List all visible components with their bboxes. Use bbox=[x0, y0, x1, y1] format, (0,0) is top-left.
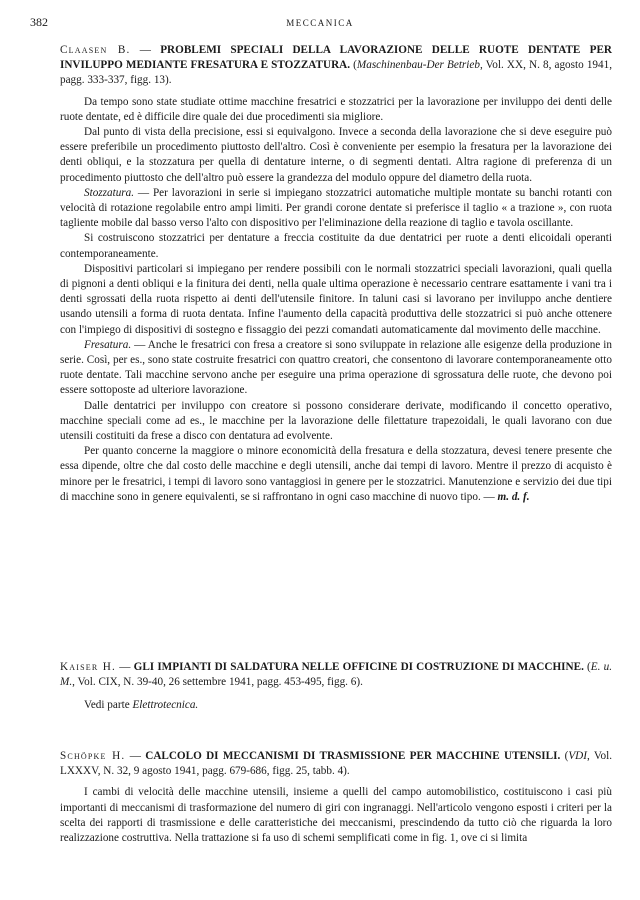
citation-details: , Vol. XX, N. 8, agosto 1941, pagg. 333-337, figg. 13). bbox=[60, 59, 613, 87]
entry-heading: Schöpke H. — CALCOLO DI MECCANISMI DI TRASMISSIONE PER MACCHINE UTENSILI. (VDI, Vol. LXXXV, N. 32, 9 agosto 1941, pagg. 679-686, figg. 25, tabb. 4). bbox=[60, 750, 613, 778]
citation-details: , Vol. LXXXV, N. 32, 9 agosto 1941, pagg. 679-686, figg. 25, tabb. 4). bbox=[60, 750, 613, 778]
citation-details: , Vol. CIX, N. 39-40, 26 settembre 1941, pagg. 453-495, figg. 6). bbox=[72, 676, 363, 689]
entry-heading: Kaiser H. — GLI IMPIANTI DI SALDATURA NELLE OFFICINE DI COSTRUZIONE DI MACCHINE. (E. u. M., Vol. CIX, N. 39-40, 26 settembre 1941, pagg. 453-495, figg. 6). bbox=[60, 661, 613, 689]
abstract-entry-claasen bbox=[60, 43, 612, 505]
section-head-fresatura: Fresatura. bbox=[84, 338, 132, 351]
author-name: Kaiser H. bbox=[60, 661, 117, 673]
author-name: Schöpke H. bbox=[60, 750, 126, 762]
body-paragraph: Per quanto concerne la maggiore o minore economicità della fresatura e della stozzatura, devesi tenere presente che essa dipende, oltre che dal costo delle macchine e degli utensili, anche dai tempi di lavoro. Mentre il prezzo di acquisto è minore per le fresatrici, i tempi di lavoro sono vantaggiosi in genere per le stozzatrici. Manutenzione e servizio dei due tipi di macchine sono in genere equivalenti, se si raffrontano in ogni caso macchine di nuovo tipo. — m. d. f. bbox=[60, 445, 612, 503]
body-paragraph: Dalle dentatrici per inviluppo con creatore si possono considerare derivate, modificando il concetto operativo, macchine speciali come ad es., le macchine per la lavorazione delle filettature trapezoidali, le quali lavorano con due utensili costituiti da frese a disco con dentatura ad evolvente. bbox=[60, 399, 612, 443]
see-also-section: Elettrotecnica. bbox=[132, 699, 199, 712]
body-paragraph: Dispositivi particolari si impiegano per rendere possibili con le normali stozzatrici speciali lavorazioni, quali quella di pignoni a denti obliqui e la finitura dei denti, nella quale ultima operazione è necessario centrare esattamente i vani tra i denti sgrossati della ruota rispetto ai denti dell'utensile finitore. In taluni casi si lavorano per inviluppo anche dentiere usando utensili a forma di ruota dentata. Infine l'aumento della capacità produttiva delle stozzatrici si può anche ottenere con l'impiego di dispositivi di sostegno e fissaggio dei pezzi comandati automaticamente dal movimento delle macchine. bbox=[60, 262, 612, 336]
running-head: MECCANICA bbox=[286, 18, 354, 28]
journal-name: E. u. M. bbox=[60, 661, 613, 689]
body-paragraph: Si costruiscono stozzatrici per dentature a freccia costituite da due dentatrici per ruote a denti elicoidali operanti contemporaneamente. bbox=[60, 232, 612, 260]
journal-name: Maschinenbau-Der Betrieb bbox=[356, 59, 480, 72]
body-paragraph: Dal punto di vista della precisione, essi si equivalgono. Invece a seconda della lavorazione che si deve eseguire può essere preferibile un procedimento piuttosto dell'altro. Così è conveniente per esempio la fresatura per la lavorazione dei denti obliqui, e la stozzatura per quella di dentature interne, o di segmenti dentati. Altra ragione di preferenza di un procedimento piuttosto che dell'altro può essere la grandezza del modulo oppure del diametro della ruota. bbox=[60, 126, 612, 184]
body-paragraph: Da tempo sono state studiate ottime macchine fresatrici e stozzatrici per la lavorazione per inviluppo dei denti delle ruote dentate, ed è difficile dire quale dei due procedimenti sia migliore. bbox=[60, 95, 612, 123]
entry-heading: Claasen B. — PROBLEMI SPECIALI DELLA LAVORAZIONE DELLE RUOTE DENTATE PER INVILUPPO MEDIANTE FRESATURA E STOZZATURA. (Maschinenbau-Der Betrieb, Vol. XX, N. 8, agosto 1941, pagg. 333-337, figg. 13). bbox=[60, 44, 613, 87]
article-title: CALCOLO DI MECCANISMI DI TRASMISSIONE PER MACCHINE UTENSILI. bbox=[145, 750, 561, 762]
journal-name: VDI bbox=[568, 750, 587, 762]
abstract-entry-schopke bbox=[60, 749, 612, 846]
page-header bbox=[30, 15, 610, 31]
page-number: 382 bbox=[30, 15, 48, 29]
reviewer-signature: m. d. f. bbox=[497, 490, 530, 503]
abstract-entry-kaiser bbox=[60, 660, 612, 714]
author-name: Claasen B. bbox=[60, 44, 131, 56]
body-paragraph: I cambi di velocità delle macchine utensili, insieme a quelli del campo automobilistico, costituiscono i casi più importanti di meccanismi di trasformazione del numero di giri con ingranaggi. Nell'articolo vengono esposti i criteri per la scelta dei rapporti di trasmissione e delle caratteristiche dei meccanismi, prescindendo da tutto ciò che riguarda la loro realizzazione costruttiva. Nella trattazione si fa uso di schemi semplificati come in fig. 1, ove ci si limita bbox=[60, 786, 612, 845]
article-title: PROBLEMI SPECIALI DELLA LAVORAZIONE DELLE RUOTE DENTATE PER INVILUPPO MEDIANTE FRESATURA E STOZZATURA. bbox=[60, 44, 613, 72]
section-head-stozzatura: Stozzatura. bbox=[84, 186, 135, 199]
section-paragraph-fresatura: Fresatura. — Anche le fresatrici con fresa a creatore si sono sviluppate in relazione alle esigenze della produzione in serie. Così, per es., sono state costruite fresatrici con quattro creatori, che consentono di lavorare contemporaneamente otto ruote dentate. Tali macchine servono anche per eseguire una prima operazione di sgrossatura delle ruote, che devono poi essere sottoposte ad ulteriore lavorazione. bbox=[60, 338, 612, 397]
section-paragraph-stozzatura: Stozzatura. — Per lavorazioni in serie si impiegano stozzatrici automatiche multiple montate su banchi rotanti con velocità di rotazione regolabile entro ampi limiti. Per grandi corone dentate si preferisce il taglio « a trazione », con ruota tagliente mobile dal basso verso l'alto con dispositivo per l'eliminazione della reazione di taglio e tavola oscillante. bbox=[60, 186, 612, 230]
see-also-note: Vedi parte Elettrotecnica. bbox=[84, 699, 199, 712]
article-title: GLI IMPIANTI DI SALDATURA NELLE OFFICINE DI COSTRUZIONE DI MACCHINE. bbox=[133, 661, 584, 673]
